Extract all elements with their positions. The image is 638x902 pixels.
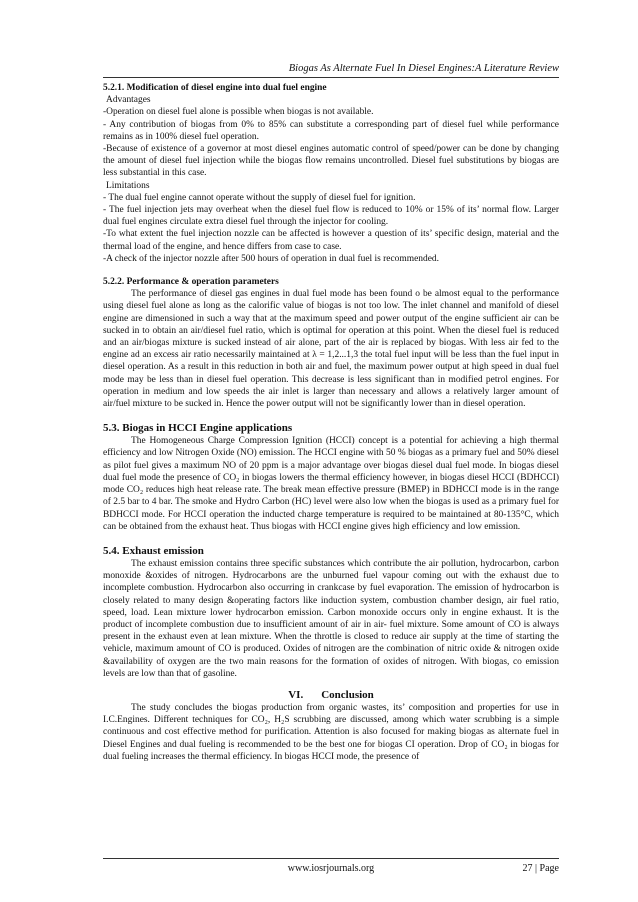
advantage-item: -Operation on diesel fuel alone is possible when biogas is not available.: [103, 107, 374, 118]
section-paragraph: The study concludes the biogas production from organic wastes, its’ composition and properties for use in I.C.Engines. Different techniques for CO₂, H₂S scrubbing are discussed, among which water scrubbing is a simple continuous and cost effective method for purification. Attention is also focused for making biogas as alternate fuel in Diesel Engines and dual fueling is recommended to be the best one for biogas CI operation. Drop of CO₂ in biogas for dual fueling increases the thermal efficiency. In biogas HCCI mode, the presence of: [103, 702, 559, 762]
section-paragraph: The Homogeneous Charge Compression Ignition (HCCI) concept is a potential for achieving a high thermal efficiency and low Nitrogen Oxide (NO) emission. The HCCI engine with 50 % biogas as a primary fuel and 50% diesel as pilot fuel gives a maximum NO of 20 ppm is a major advantage over biogas diesel dual fuel mode. In biogas diesel dual fuel mode the presence of CO₂ in biogas lowers the thermal efficiency however, in biogas diesel HCCI (BDHCCI) mode CO₂ reduces high heat release rate. The break mean effective pressure (BMEP) in BDHCCI mode is in the range of 2.5 bar to 4 bar. The smoke and Hydro Carbon (HC) level were also low when the biogas is used as a primary fuel for BDHCCI mode. For HCCI operation the inducted charge temperature is required to be maintained at 80-135°C, which can be obtained from the exhaust heat. Thus biogas with HCCI engine gives high efficiency and low emission.: [103, 436, 559, 532]
article-body: [103, 82, 559, 763]
advantages-label: Advantages: [106, 95, 151, 106]
limitation-item: -To what extent the fuel injection nozzle can be affected is however a question of its’ specific design, material and the thermal load of the engine, and hence differs from case to case.: [103, 229, 559, 252]
section-title: Conclusion: [321, 688, 374, 701]
section-heading-5-4: 5.4. Exhaust emission: [103, 544, 204, 557]
section-paragraph: The exhaust emission contains three specific substances which contribute the air pollution, hydrocarbon, carbon monoxide &oxides of nitrogen. Hydrocarbons are the unburned fuel vapour coming out with the exhaust due to incomplete combustion. Hydrocarbon also occurring in crankcase by fuel evaporation. The emission of hydrocarbon is closely related to many design &operating factors like induction system, combustion chamber design, air fuel ratio, speed, load. Lean mixture lower hydrocarbon emission. Carbon monoxide occurs only in engine exhaust. It is the product of incomplete combustion due to insufficient amount of air in air- fuel mixture. Some amount of CO is always present in the exhaust even at lean mixture. When the throttle is closed to reduce air supply at the time of starting the vehicle, maximum amount of CO is produced. Oxides of nitrogen are the combination of nitric oxide & nitrogen oxide &availability of oxygen are the two main reasons for the formation of oxides of nitrogen. With biogas, co emission levels are low than that of gasoline.: [103, 558, 559, 679]
footer-rule: [103, 858, 559, 859]
section-heading-5-2-1: 5.2.1. Modification of diesel engine into dual fuel engine: [103, 83, 327, 93]
limitation-item: -A check of the injector nozzle after 500 hours of operation in dual fuel is recommended.: [103, 253, 439, 264]
limitation-item: - The dual fuel engine cannot operate without the supply of diesel fuel for ignition.: [103, 192, 416, 203]
section-number: VI.: [288, 688, 304, 701]
header-rule: [103, 77, 559, 78]
running-header: Biogas As Alternate Fuel In Diesel Engines:A Literature Review: [288, 63, 559, 74]
advantage-item: -Because of existence of a governor at most diesel engines automatic control of speed/power can be done by changing the amount of diesel fuel injection while the biogas flow remains uncontrolled. Diesel fuel substitutions by biogas are less substantial in this case.: [103, 144, 559, 179]
advantage-item: - Any contribution of biogas from 0% to 85% can substitute a corresponding part of diesel fuel while performance remains as in 100% diesel fuel operation.: [103, 119, 559, 142]
journal-url[interactable]: www.iosrjournals.org: [287, 863, 375, 874]
limitations-label: Limitations: [106, 180, 150, 191]
section-heading-conclusion: [103, 688, 559, 702]
section-heading-5-2-2: 5.2.2. Performance & operation parameters: [103, 277, 279, 288]
limitation-item: - The fuel injection jets may overheat when the diesel fuel flow is reduced to 10% or 15% of its’ normal flow. Larger dual fuel engines circulate extra diesel fuel through the injector for cooling.: [103, 205, 559, 228]
page-number: 27 | Page: [522, 863, 559, 874]
section-paragraph: The performance of diesel gas engines in dual fuel mode has been found o be almost equal to the performance using diesel fuel alone as long as the calorific value of biogas is not too low. The inlet channel and manifold of diesel engine are dimensioned in such a way that at the maximum speed and power output of the engine sufficient air can be sucked in to obtain an air/diesel fuel ratio, which is optimal for operation at this point. When the diesel fuel is reduced and an air/biogas mixture is sucked instead of air alone, part of the air is replaced by biogas. With less air fed to the engine ad an excess air ratio necessarily maintained at λ = 1,2...1,3 the total fuel input will be less than the fuel input in diesel operation. As a result in this reduction in both air and fuel, the maximum power output at high speed in dual fuel mode may be less than in diesel fuel operation. This decrease is less significant than in modified petrol engines. For operation in medium and low speeds the air inlet is larger than necessary and allows a relatively larger amount of air/fuel mixture to be sucked in. Hence the power output will not be significantly lower than in diesel operation.: [103, 289, 559, 410]
section-heading-5-3: 5.3. Biogas in HCCI Engine applications: [103, 422, 293, 435]
